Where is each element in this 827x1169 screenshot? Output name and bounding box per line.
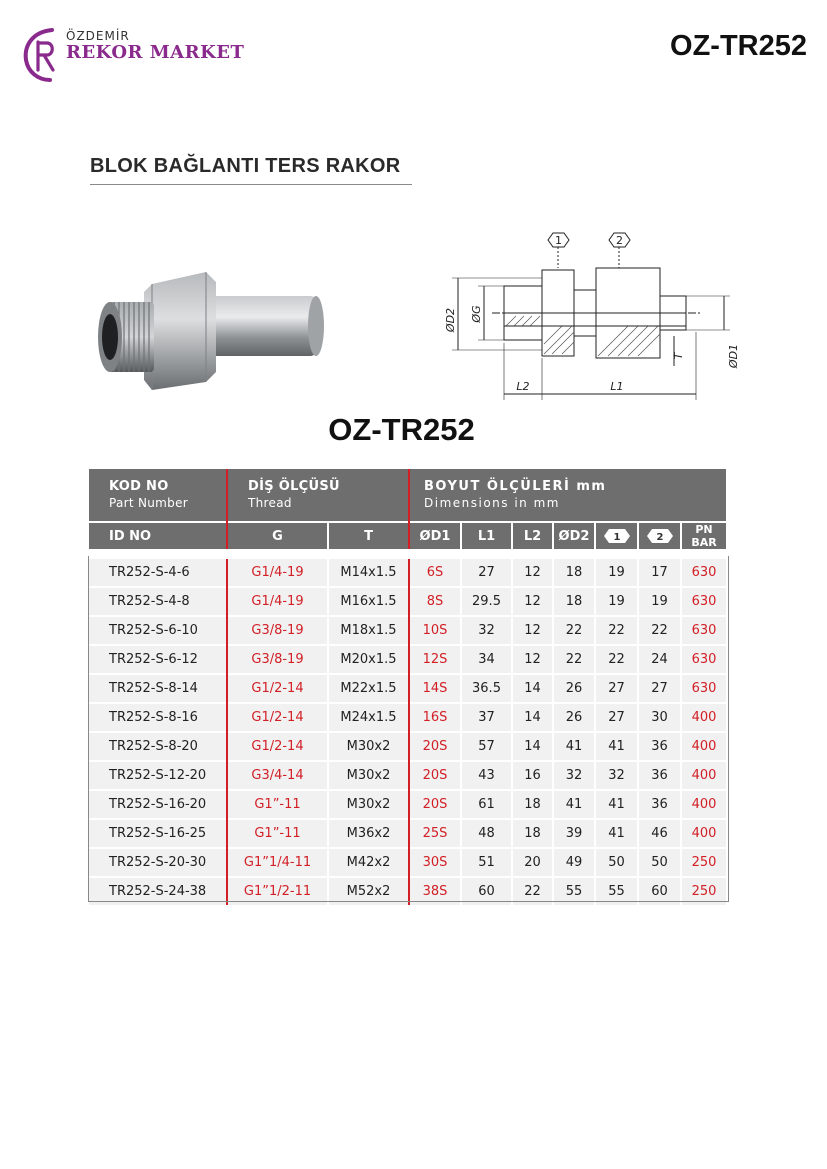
table-cell: 16 — [512, 761, 553, 790]
table-cell: 22 — [553, 645, 595, 674]
table-cell: G1/2-14 — [227, 732, 328, 761]
table-cell: G1/4-19 — [227, 558, 328, 587]
table-cell: 19 — [595, 587, 638, 616]
table-row — [89, 703, 726, 732]
table-cell: 400 — [681, 732, 726, 761]
table-row — [89, 877, 726, 905]
table-cell: 18 — [553, 587, 595, 616]
table-cell: 20S — [409, 761, 461, 790]
technical-drawing — [412, 228, 742, 408]
table-cell: 400 — [681, 761, 726, 790]
col-d1: ØD1 — [409, 522, 461, 549]
table-cell: 400 — [681, 790, 726, 819]
col-pn-bar: PN BAR — [681, 522, 726, 549]
table-cell: 30 — [638, 703, 681, 732]
table-cell: 12S — [409, 645, 461, 674]
table-cell: 50 — [638, 848, 681, 877]
svg-text:2: 2 — [616, 234, 623, 247]
table-cell: M14x1.5 — [328, 558, 409, 587]
table-cell: TR252-S-8-20 — [89, 732, 227, 761]
table-cell: TR252-S-6-12 — [89, 645, 227, 674]
svg-text:1: 1 — [613, 532, 620, 543]
col-d2: ØD2 — [553, 522, 595, 549]
table-cell: G1/2-14 — [227, 703, 328, 732]
brand-name: REKOR MARKET — [66, 42, 245, 63]
table-cell: 48 — [461, 819, 512, 848]
col-id-no: ID NO — [89, 522, 227, 549]
table-cell: 60 — [461, 877, 512, 905]
table-cell: M36x2 — [328, 819, 409, 848]
table-cell: 630 — [681, 674, 726, 703]
brand-logo — [22, 26, 252, 86]
table-cell: G1”-11 — [227, 819, 328, 848]
table-cell: 12 — [512, 587, 553, 616]
hex-1-icon — [603, 528, 631, 544]
table-row — [89, 616, 726, 645]
col-g: G — [227, 522, 328, 549]
table-cell: 36 — [638, 732, 681, 761]
table-cell: 36.5 — [461, 674, 512, 703]
table-cell: M24x1.5 — [328, 703, 409, 732]
table-cell: 19 — [595, 558, 638, 587]
table-cell: 51 — [461, 848, 512, 877]
table-cell: TR252-S-8-14 — [89, 674, 227, 703]
table-cell: TR252-S-16-25 — [89, 819, 227, 848]
table-row — [89, 558, 726, 587]
table-cell: M30x2 — [328, 790, 409, 819]
table-cell: 32 — [461, 616, 512, 645]
table-cell: M18x1.5 — [328, 616, 409, 645]
table-cell: 32 — [553, 761, 595, 790]
table-cell: 57 — [461, 732, 512, 761]
table-cell: 6S — [409, 558, 461, 587]
table-cell: 18 — [512, 819, 553, 848]
table-cell: G1”1/2-11 — [227, 877, 328, 905]
svg-text:ØG: ØG — [470, 305, 483, 323]
table-cell: 55 — [553, 877, 595, 905]
table-cell: G3/8-19 — [227, 645, 328, 674]
table-cell: 10S — [409, 616, 461, 645]
table-cell: 36 — [638, 790, 681, 819]
table-cell: 20S — [409, 790, 461, 819]
table-cell: 22 — [512, 877, 553, 905]
col-l2: L2 — [512, 522, 553, 549]
table-cell: 400 — [681, 703, 726, 732]
logo-r-icon — [22, 26, 70, 84]
svg-text:2: 2 — [656, 532, 663, 543]
table-row — [89, 674, 726, 703]
table-cell: 26 — [553, 703, 595, 732]
page-title: BLOK BAĞLANTI TERS RAKOR — [90, 155, 401, 177]
table-cell: 43 — [461, 761, 512, 790]
table-cell: 22 — [638, 616, 681, 645]
table-cell: TR252-S-4-6 — [89, 558, 227, 587]
brand-top-text: ÖZDEMİR — [66, 29, 130, 43]
table-cell: 12 — [512, 645, 553, 674]
table-cell: 38S — [409, 877, 461, 905]
table-cell: M16x1.5 — [328, 587, 409, 616]
table-cell: 630 — [681, 645, 726, 674]
table-cell: G1/4-19 — [227, 587, 328, 616]
table-cell: 41 — [595, 790, 638, 819]
col-hex-1 — [595, 522, 638, 549]
table-cell: 60 — [638, 877, 681, 905]
table-column-headers — [89, 522, 726, 549]
table-cell: 55 — [595, 877, 638, 905]
table-cell: 400 — [681, 819, 726, 848]
table-cell: 17 — [638, 558, 681, 587]
table-cell: TR252-S-8-16 — [89, 703, 227, 732]
table-row — [89, 819, 726, 848]
table-cell: 14 — [512, 703, 553, 732]
table-cell: M30x2 — [328, 732, 409, 761]
table-cell: 18 — [553, 558, 595, 587]
svg-text:ØD1: ØD1 — [727, 343, 740, 369]
table-cell: 22 — [595, 645, 638, 674]
svg-text:L2: L2 — [516, 380, 530, 393]
table-cell: M42x2 — [328, 848, 409, 877]
callout-1-icon — [548, 233, 569, 247]
table-cell: 250 — [681, 848, 726, 877]
table-cell: 19 — [638, 587, 681, 616]
dimensions-header: BOYUT ÖLÇÜLERİ mm Dimensions in mm — [409, 469, 726, 522]
callout-2-icon — [609, 233, 630, 247]
table-cell: 12 — [512, 558, 553, 587]
table-cell: 30S — [409, 848, 461, 877]
table-cell: TR252-S-6-10 — [89, 616, 227, 645]
table-cell: TR252-S-16-20 — [89, 790, 227, 819]
table-row — [89, 732, 726, 761]
table-cell: 41 — [553, 732, 595, 761]
table-cell: 14S — [409, 674, 461, 703]
table-cell: 22 — [553, 616, 595, 645]
table-cell: 20S — [409, 732, 461, 761]
table-cell: M52x2 — [328, 877, 409, 905]
col-hex-2 — [638, 522, 681, 549]
product-code-header: OZ-TR252 — [670, 30, 807, 62]
table-cell: TR252-S-24-38 — [89, 877, 227, 905]
product-photo — [94, 262, 334, 402]
table-cell: 12 — [512, 616, 553, 645]
table-row — [89, 587, 726, 616]
table-cell: TR252-S-12-20 — [89, 761, 227, 790]
table-cell: 49 — [553, 848, 595, 877]
table-cell: 29.5 — [461, 587, 512, 616]
table-row — [89, 761, 726, 790]
table-cell: 25S — [409, 819, 461, 848]
table-row — [89, 848, 726, 877]
table-cell: 27 — [461, 558, 512, 587]
svg-text:L1: L1 — [610, 380, 624, 393]
table-cell: 36 — [638, 761, 681, 790]
thread-header: DİŞ ÖLÇÜSÜ Thread — [227, 469, 409, 522]
table-cell: 24 — [638, 645, 681, 674]
dimensions-table — [89, 469, 726, 905]
table-cell: M20x1.5 — [328, 645, 409, 674]
table-cell: 34 — [461, 645, 512, 674]
table-cell: 14 — [512, 674, 553, 703]
table-cell: 630 — [681, 587, 726, 616]
table-cell: 250 — [681, 877, 726, 905]
table-row — [89, 645, 726, 674]
table-cell: 18 — [512, 790, 553, 819]
svg-text:T: T — [672, 352, 685, 360]
table-header-group — [89, 469, 726, 522]
table-cell: TR252-S-4-8 — [89, 587, 227, 616]
table-cell: 27 — [638, 674, 681, 703]
table-cell: 37 — [461, 703, 512, 732]
col-t: T — [328, 522, 409, 549]
table-cell: 26 — [553, 674, 595, 703]
table-cell: M30x2 — [328, 761, 409, 790]
table-cell: 41 — [553, 790, 595, 819]
table-cell: 22 — [595, 616, 638, 645]
title-underline — [90, 184, 412, 185]
table-cell: 46 — [638, 819, 681, 848]
table-cell: 8S — [409, 587, 461, 616]
table-cell: 27 — [595, 674, 638, 703]
table-cell: 27 — [595, 703, 638, 732]
table-cell: TR252-S-20-30 — [89, 848, 227, 877]
table-cell: 630 — [681, 616, 726, 645]
table-cell: G1”-11 — [227, 790, 328, 819]
table-cell: 50 — [595, 848, 638, 877]
hex-2-icon — [646, 528, 674, 544]
table-cell: G1/2-14 — [227, 674, 328, 703]
col-l1: L1 — [461, 522, 512, 549]
product-code-caption: OZ-TR252 — [328, 412, 475, 447]
table-cell: G3/4-14 — [227, 761, 328, 790]
part-number-header: KOD NO Part Number — [89, 469, 227, 522]
table-cell: G1”1/4-11 — [227, 848, 328, 877]
table-cell: 39 — [553, 819, 595, 848]
table-cell: 61 — [461, 790, 512, 819]
svg-text:ØD2: ØD2 — [444, 307, 457, 333]
table-cell: 16S — [409, 703, 461, 732]
table-cell: 41 — [595, 819, 638, 848]
table-cell: 630 — [681, 558, 726, 587]
table-cell: M22x1.5 — [328, 674, 409, 703]
table-row — [89, 790, 726, 819]
table-cell: 41 — [595, 732, 638, 761]
table-cell: 20 — [512, 848, 553, 877]
table-cell: 32 — [595, 761, 638, 790]
svg-text:1: 1 — [555, 234, 562, 247]
table-cell: 14 — [512, 732, 553, 761]
table-cell: G3/8-19 — [227, 616, 328, 645]
